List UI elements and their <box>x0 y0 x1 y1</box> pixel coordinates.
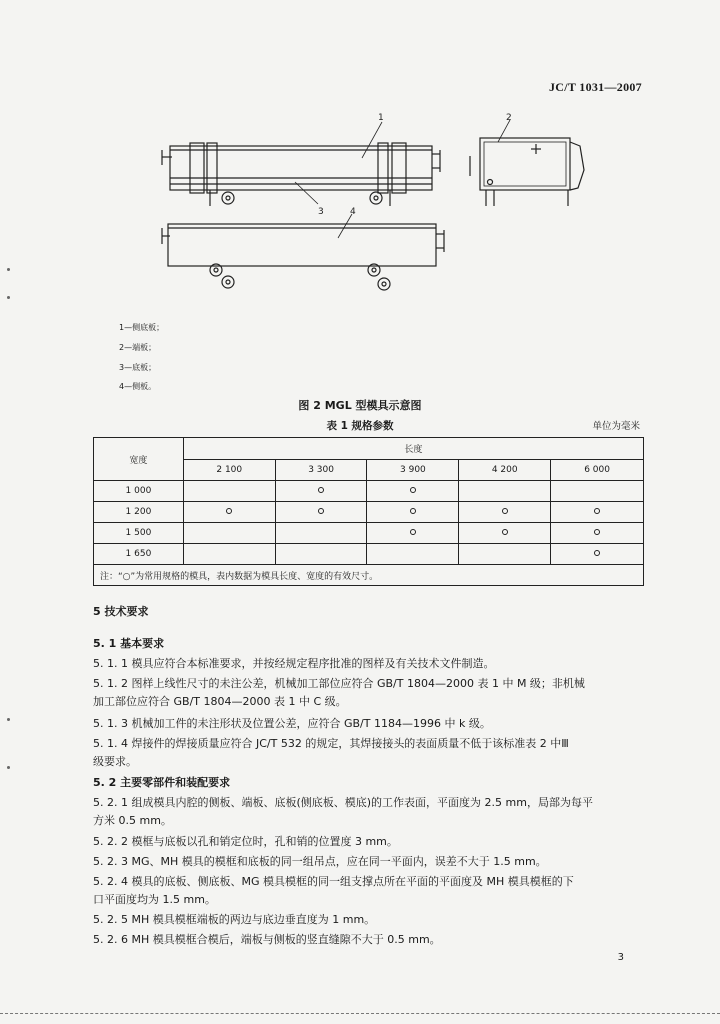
legend-item: 4—侧板。 <box>119 382 157 391</box>
scan-bottom-edge <box>0 1013 720 1014</box>
body-line: 5. 2. 6 MH 模具模框合模后，端板与侧板的竖直缝隙不大于 0.5 mm。 <box>93 933 441 946</box>
spec-cell <box>459 502 551 523</box>
page-number: 3 <box>617 952 624 963</box>
callout-4: 4 <box>350 207 356 217</box>
callout-2: 2 <box>506 113 512 123</box>
length-cell: 4 200 <box>459 459 551 481</box>
body-line: 5. 2. 4 模具的底板、侧底板、MG 模具模框的同一组支撑点所在平面的平面度及 MH 模具模框的下 <box>93 875 574 888</box>
body-line: 5. 1. 2 图样上线性尺寸的未注公差，机械加工部位应符合 GB/T 1804—2000 表 1 中 M 级；非机械 <box>93 677 585 690</box>
width-header: 宽度 <box>94 438 184 481</box>
common-spec-mark <box>410 529 416 535</box>
body-line: 方米 0.5 mm。 <box>93 814 172 827</box>
body-line: 级要求。 <box>93 755 137 768</box>
legend-item: 1—侧底板； <box>119 323 165 332</box>
callout-3: 3 <box>318 207 324 217</box>
section-heading: 5. 1 基本要求 <box>93 637 165 650</box>
length-cell: 3 900 <box>367 459 459 481</box>
body-line: 5. 1. 4 焊接件的焊接质量应符合 JC/T 532 的规定，其焊接接头的表面质量不低于该标准表 2 中Ⅲ <box>93 737 569 750</box>
body-line: 5. 1. 1 模具应符合本标准要求，并按经规定程序批准的图样及有关技术文件制造。 <box>93 657 495 670</box>
end-view <box>470 138 584 206</box>
legend-item: 3—底板； <box>119 363 157 372</box>
spec-cell <box>551 481 644 502</box>
common-spec-mark <box>594 550 600 556</box>
spec-cell <box>367 481 459 502</box>
figure-caption: 图 2 MGL 型模具示意图 <box>298 399 422 412</box>
length-cell: 3 300 <box>275 459 367 481</box>
table-row <box>94 523 644 544</box>
scan-speck <box>7 718 10 721</box>
spec-cell <box>459 481 551 502</box>
common-spec-mark <box>410 487 416 493</box>
width-cell: 1 000 <box>94 481 184 502</box>
table-row <box>94 544 644 565</box>
spec-cell <box>551 502 644 523</box>
spec-cell <box>183 502 275 523</box>
spec-cell <box>459 544 551 565</box>
table-note: 注：“○”为常用规格的模具，表内数据为模具长度、宽度的有效尺寸。 <box>94 565 644 586</box>
common-spec-mark <box>502 508 508 514</box>
spec-cell <box>275 523 367 544</box>
body-line: 5. 2. 2 模框与底板以孔和销定位时，孔和销的位置度 3 mm。 <box>93 835 398 848</box>
spec-cell <box>183 544 275 565</box>
legend-item: 2—端板； <box>119 343 157 352</box>
spec-cell <box>183 523 275 544</box>
spec-cell <box>459 523 551 544</box>
spec-cell <box>275 502 367 523</box>
common-spec-mark <box>226 508 232 514</box>
spec-table <box>93 437 644 586</box>
body-line: 加工部位应符合 GB/T 1804—2000 表 1 中 C 级。 <box>93 695 347 708</box>
common-spec-mark <box>594 529 600 535</box>
section-heading: 5 技术要求 <box>93 605 149 618</box>
common-spec-mark <box>318 487 324 493</box>
body-line: 5. 2. 1 组成模具内腔的侧板、端板、底板(侧底板、模底)的工作表面，平面度为 2.5 mm，局部为每平 <box>93 796 593 809</box>
spec-cell <box>551 523 644 544</box>
scan-speck <box>7 766 10 769</box>
spec-cell <box>275 481 367 502</box>
mold-schematic-drawing <box>150 110 590 310</box>
width-cell: 1 200 <box>94 502 184 523</box>
body-line: 口平面度均为 1.5 mm。 <box>93 893 216 906</box>
body-line: 5. 2. 5 MH 模具模框端板的两边与底边垂直度为 1 mm。 <box>93 913 376 926</box>
table-caption: 表 1 规格参数 <box>326 420 394 432</box>
callout-1: 1 <box>378 113 384 123</box>
table-unit: 单位为毫米 <box>592 421 640 432</box>
length-header: 长度 <box>183 438 643 460</box>
scan-speck <box>7 296 10 299</box>
width-cell: 1 650 <box>94 544 184 565</box>
spec-cell <box>183 481 275 502</box>
width-cell: 1 500 <box>94 523 184 544</box>
scan-speck <box>7 268 10 271</box>
body-line: 5. 2. 3 MG、MH 模具的模框和底板的同一组吊点，应在同一平面内，误差不大于 1.5 mm。 <box>93 855 547 868</box>
length-cell: 2 100 <box>183 459 275 481</box>
table-row <box>94 481 644 502</box>
common-spec-mark <box>410 508 416 514</box>
length-cell: 6 000 <box>551 459 644 481</box>
body-line: 5. 1. 3 机械加工件的未注形状及位置公差，应符合 GB/T 1184—1996 中 k 级。 <box>93 717 491 730</box>
spec-cell <box>367 544 459 565</box>
spec-table-body <box>94 481 644 565</box>
upper-assembly-side-view <box>162 143 440 206</box>
spec-cell <box>367 502 459 523</box>
common-spec-mark <box>594 508 600 514</box>
table-row <box>94 502 644 523</box>
standard-code: JC/T 1031—2007 <box>549 80 642 94</box>
common-spec-mark <box>502 529 508 535</box>
common-spec-mark <box>318 508 324 514</box>
spec-cell <box>551 544 644 565</box>
section-heading: 5. 2 主要零部件和装配要求 <box>93 776 231 789</box>
spec-cell <box>275 544 367 565</box>
lower-assembly-side-plate <box>162 224 444 290</box>
spec-cell <box>367 523 459 544</box>
